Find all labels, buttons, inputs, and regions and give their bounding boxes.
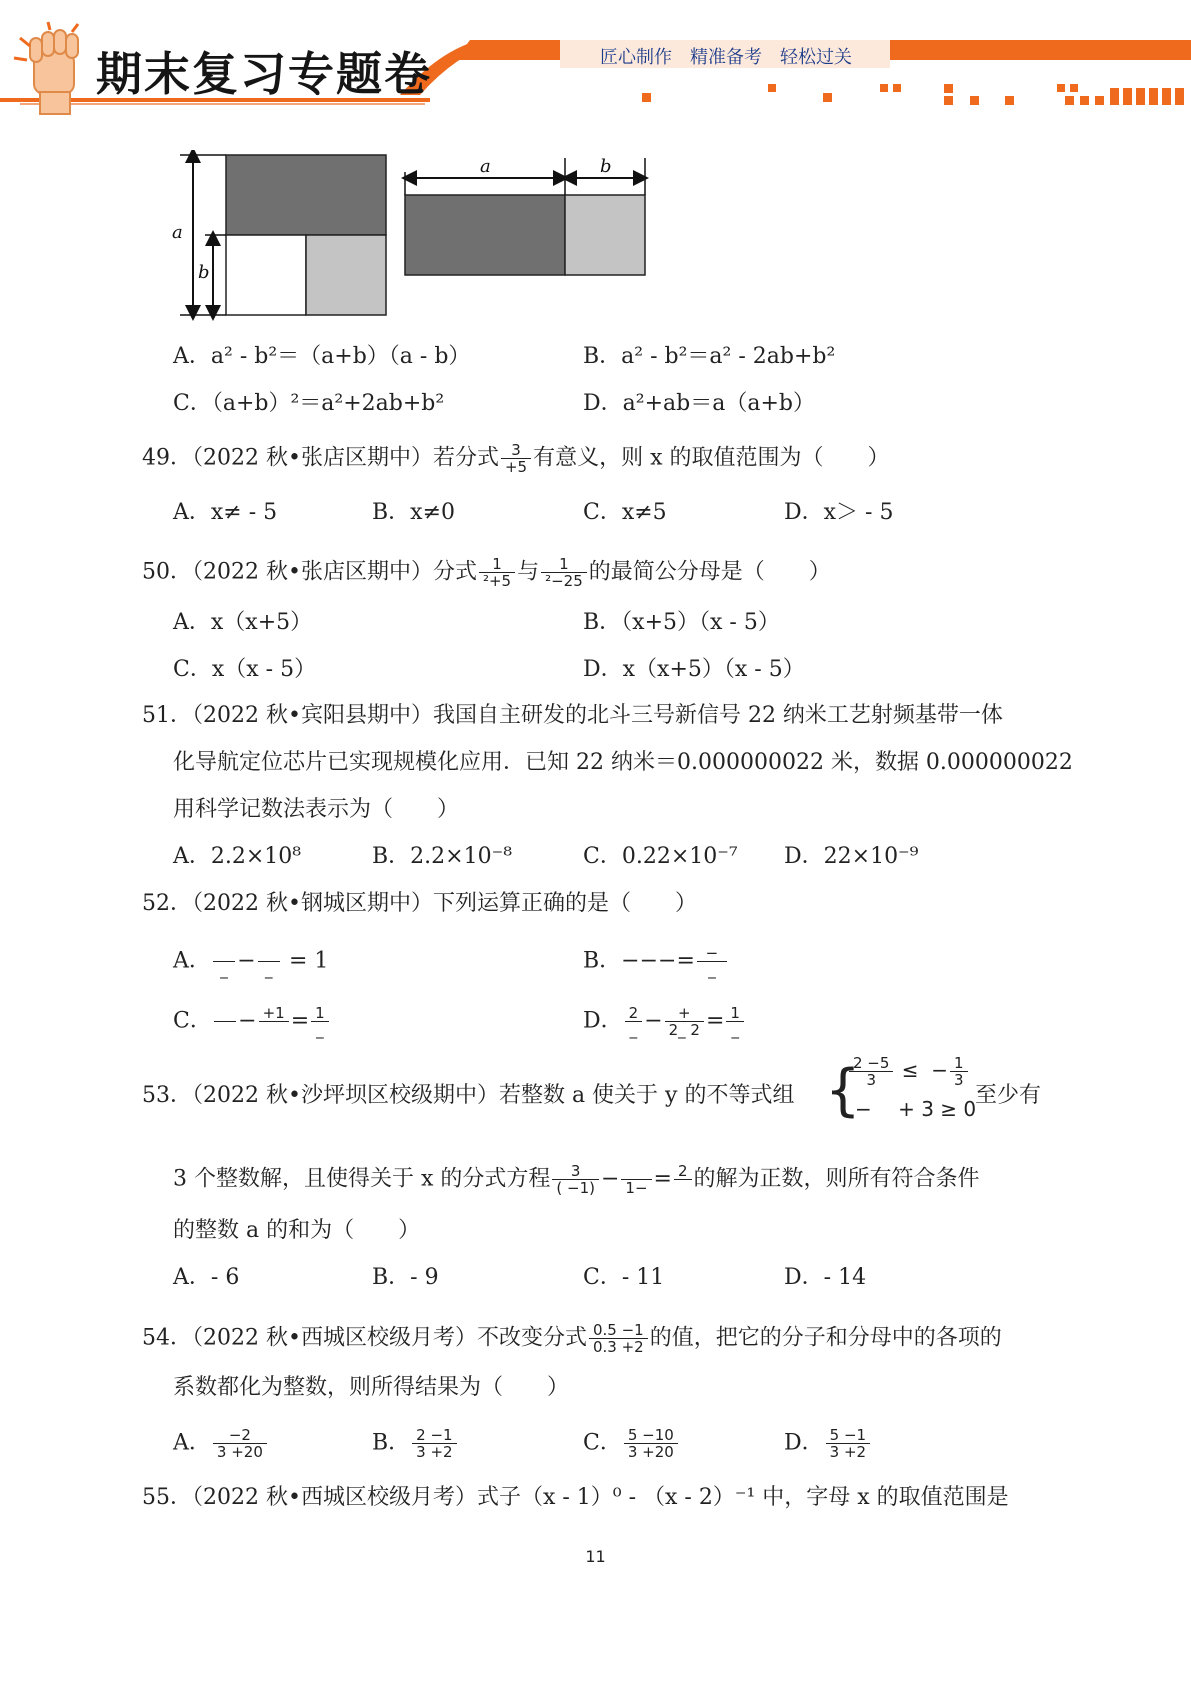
q52-option-b: B．−−−= $\frac{-}{\_}$ <box>583 945 729 978</box>
small-square-light-region <box>306 235 386 315</box>
q53-post: 至少有 <box>975 1083 1042 1108</box>
question-54-line-2: 系数都化为整数，则所得结果为（ ） <box>173 1375 570 1400</box>
q53-option-d: D．- 14 <box>784 1265 867 1290</box>
q52-option-c: C． − +1 = $\frac{1}{\_}$ <box>173 1005 331 1038</box>
figure-label-b-left: b <box>198 262 210 283</box>
left-brace-icon: { <box>825 1058 861 1123</box>
q50-option-a: A．x（x+5） <box>173 610 313 635</box>
q50-post: 的最简公分母是（ ） <box>588 559 831 585</box>
q52-option-a: A． _ − _ = 1 <box>173 945 328 978</box>
q51-option-b: B．2.2×10⁻⁸ <box>372 844 513 869</box>
question-49-stem <box>142 442 889 475</box>
question-53-pre: 53．（2022 秋•沙坪坝区校级期中）若整数 a 使关于 y 的不等式组 <box>142 1083 795 1108</box>
q51-option-d: D．22×10⁻⁹ <box>784 844 919 869</box>
q54-option-a: A． $\frac{-2}{3 +20}$ <box>173 1427 269 1460</box>
question-53-line-3: 的整数 a 的和为（ ） <box>173 1218 421 1243</box>
q49-option-b: B．x≠0 <box>372 500 456 525</box>
q53-option-c: C．- 11 <box>583 1265 665 1290</box>
q54-option-b: B． $\frac{2 -1}{3 +2}$ <box>372 1427 459 1460</box>
q48-option-c: C．（a+b）²＝a²+2ab+b² <box>173 391 445 416</box>
q50-option-d: D．x（x+5）（x - 5） <box>583 657 805 682</box>
q50-fraction-1: $\frac{1}{\text{²+5}}$ <box>479 556 515 589</box>
question-51-line-1: 51．（2022 秋•宾阳县期中）我国自主研发的北斗三号新信号 22 纳米工艺射频基带一体 <box>142 703 1003 728</box>
q50-fraction-2: $\frac{1}{\text{²−25}}$ <box>541 556 587 589</box>
q52-option-d: D． $\frac{2}{\_}$ − $\frac{+}{2\_ 2}$ = $\frac{1}{\_}$ <box>583 1005 746 1038</box>
q48-option-b: B．a² - b²＝a² - 2ab+b² <box>583 344 836 369</box>
question-55-line-1: 55．（2022 秋•西城区校级月考）式子（x - 1）⁰ - （x - 2）⁻¹ 中，字母 x 的取值范围是 <box>142 1485 1009 1510</box>
page-header <box>0 0 1191 120</box>
question-54-stem: 54．（2022 秋•西城区校级月考）不改变分式 $\frac{0.5 -1}{0.3 +2}$ 的值，把它的分子和分母中的各项的 <box>142 1321 1002 1356</box>
header-slogan: 匠心制作 精准备考 轻松过关 <box>600 47 852 68</box>
question-53-line-2: 3 个整数解，且使得关于 x 的分式方程 $\frac{3}{( -1)}$ − 1− = 2 的解为正数，则所有符合条件 <box>173 1162 980 1197</box>
q49-fraction: $\frac{3}{+5}$ <box>501 442 531 475</box>
q54-option-c: C． $\frac{5 -10}{3 +20}$ <box>583 1427 680 1460</box>
q53-option-b: B．- 9 <box>372 1265 439 1290</box>
q48-option-a: A．a² - b²＝（a+b）（a - b） <box>173 344 471 369</box>
page-number: 11 <box>585 1547 606 1566</box>
q50-mid: 与 <box>517 559 540 585</box>
q48-option-d: D．a²+ab＝a（a+b） <box>583 391 815 416</box>
q50-option-b: B．（x+5）（x - 5） <box>583 610 780 635</box>
header-title: 期末复习专题卷 <box>96 47 432 101</box>
q51-option-c: C．0.22×10⁻⁷ <box>583 844 738 869</box>
q49-option-a: A．x≠ - 5 <box>173 500 278 525</box>
q54-option-d: D． $\frac{5 -1}{3 +2}$ <box>784 1427 872 1460</box>
q53-option-a: A．- 6 <box>173 1265 240 1290</box>
q49-option-d: D．x＞ - 5 <box>784 500 894 525</box>
q49-post: 有意义，则 x 的取值范围为（ ） <box>533 445 890 471</box>
question-50-stem <box>142 556 831 589</box>
q50-option-c: C．x（x - 5） <box>173 657 317 682</box>
question-51-line-2: 化导航定位芯片已实现规模化应用．已知 22 纳米＝0.000000022 米，数据 0.000000022 <box>173 750 1073 775</box>
question-51-line-3: 用科学记数法表示为（ ） <box>173 797 460 822</box>
q49-option-c: C．x≠5 <box>583 500 667 525</box>
figure-label-a-left: a <box>172 222 183 243</box>
q49-pre: 49．（2022 秋•张店区期中）若分式 <box>142 445 499 471</box>
square-diagram-figure <box>160 150 660 325</box>
figure-label-a-top: a <box>480 156 491 177</box>
q50-pre: 50．（2022 秋•张店区期中）分式 <box>142 559 477 585</box>
q51-option-a: A．2.2×10⁸ <box>173 844 302 869</box>
question-52-stem: 52．（2022 秋•钢城区期中）下列运算正确的是（ ） <box>142 891 697 916</box>
figure-label-b-top: b <box>600 156 612 177</box>
large-square-dark-region <box>226 155 386 235</box>
